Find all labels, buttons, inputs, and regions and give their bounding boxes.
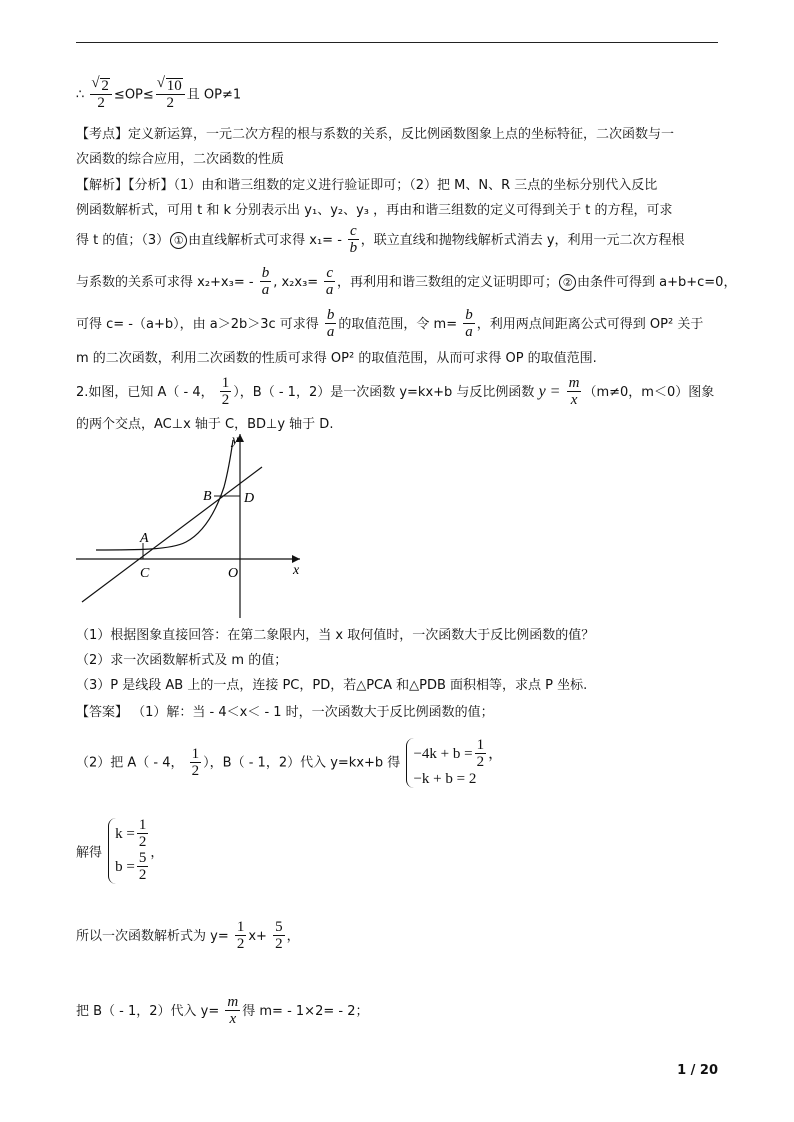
hyperbola-curve (96, 440, 233, 550)
op-inequality: ≤OP≤ (113, 87, 154, 103)
label-c: C (140, 566, 150, 581)
circle-two: ② (559, 274, 576, 291)
solution-system: k = $\frac{1}{2}$ b = $\frac{5}{2}$ (108, 818, 150, 884)
sub-question-2: （2）求一次函数解析式及 m 的值； (76, 653, 288, 668)
answer-line1: 【答案】 （1）解：当 - 4＜x＜ - 1 时，一次函数大于反比例函数的值； (76, 705, 494, 720)
fraction-k: $\frac{1}{2}$ (236, 919, 245, 952)
sub-question-1: （1）根据图象直接回答：在第二象限内，当 x 取何值时，一次函数大于反比例函数的值？ (76, 628, 595, 643)
solution-block: 解得 k = $\frac{1}{2}$ b = $\frac{5}{2}$ ， (76, 817, 164, 883)
fraction-b-over-a-3: $\frac{b}{a}$ (465, 307, 473, 340)
line-kx-b (82, 467, 262, 602)
circle-one: ① (170, 232, 187, 249)
label-y: y (232, 433, 239, 448)
equation-system: −4k + b = $\frac{1}{2}$ ， −k + b = 2 (406, 738, 503, 788)
m-value-line: 把 B（ - 1，2）代入 y= $\frac{m}{x}$ 得 m= - 1×2= - 2； (76, 994, 369, 1027)
label-d: D (244, 491, 255, 506)
fraction-b-over-a-2: $\frac{b}{a}$ (326, 307, 335, 340)
fraction-sqrt10: √ $\frac{10}{2}$ (156, 78, 185, 112)
fraction-b-over-a: $\frac{b}{a}$ (261, 265, 270, 298)
label-o: O (228, 566, 239, 581)
fraction-b: $\frac{5}{2}$ (275, 919, 283, 952)
op-range-line (76, 78, 241, 112)
question2-line1: 2.如图，已知 A（ - 4， $\frac{1}{2}$ ），B（ - 1，2）是一次函数 y=kx+b 与反比例函数 y = $\frac{m}{x}$ （m≠0，m＜0）图象 (76, 375, 715, 408)
jiexi-line2: 例函数解析式，可用 t 和 k 分别表示出 y₁、y₂、y₃ ，再由和谐三组数的定义可得到关于 t 的方程，可求 (76, 203, 673, 218)
fraction-sqrt2: √ $\frac{2}{2}$ (90, 78, 112, 112)
label-x: x (293, 563, 300, 578)
jiexi-line6: m 的二次函数，利用二次函数的性质可求得 OP² 的取值范围，从而可求得 OP 的取值范围. (76, 351, 597, 366)
function-graph (76, 432, 306, 622)
label-a: A (140, 531, 149, 546)
fraction-one-half: $\frac{1}{2}$ (221, 375, 230, 408)
jiexi-line4: 与系数的关系可求得 x₂+x₃= - $\frac{b}{a}$ , x₂x₃= $\frac{c}{a}$ ，再利用和谐三数组的定义证明即可； ② 由条件可得到 a+b+c=0， (76, 265, 737, 298)
kaodian-line2: 次函数的综合应用，二次函数的性质 (76, 152, 285, 167)
therefore-symbol: ∴ (76, 87, 85, 103)
fraction-c-over-b: $\frac{c}{b}$ (349, 223, 358, 256)
jiexi-line5: 可得 c= -（a+b），由 a＞2b＞3c 可求得 $\frac{b}{a}$ 的取值范围，令 m= $\frac{b}{a}$ ，利用两点间距离公式可得到 OP² 关于 (76, 307, 704, 340)
sub-question-3: （3）P 是线段 AB 上的一点，连接 PC，PD，若△PCA 和△PDB 面积相等，求点 P 坐标. (76, 678, 588, 693)
question2-line2: 的两个交点，AC⊥x 轴于 C，BD⊥y 轴于 D. (76, 417, 334, 432)
header-rule (76, 42, 718, 43)
x-axis-arrow (292, 555, 300, 563)
kaodian-line1: 【考点】定义新运算，一元二次方程的根与系数的关系，反比例函数图象上点的坐标特征，二次函数与一 (76, 127, 675, 142)
jiexi-line1: 【解析】【分析】（1）由和谐三组数的定义进行验证即可；（2）把 M、N、R 三点的坐标分别代入反比 (76, 178, 658, 193)
result-line: 所以一次函数解析式为 y= $\frac{1}{2}$ x+ $\frac{5}{2}$ ， (76, 919, 300, 952)
fraction-m-over-x-2: $\frac{m}{x}$ (227, 994, 239, 1027)
fraction-one-half-2: $\frac{1}{2}$ (191, 745, 200, 779)
jiexi-line3: 得 t 的值；（3） ① 由直线解析式可求得 x₁= - $\frac{c}{b}$ ，联立直线和抛物线解析式消去 y，利用一元二次方程根 (76, 223, 685, 256)
op-condition: 且 OP≠1 (186, 87, 242, 103)
page-number: 1 / 20 (677, 1063, 718, 1078)
label-b: B (203, 489, 212, 504)
fraction-m-over-x: $\frac{m}{x}$ (568, 375, 580, 408)
answer-line2: （2）把 A（ - 4， $\frac{1}{2}$ ），B（ - 1，2）代入 y=kx+b 得 −4k + b = $\frac{1}{2}$ ， −k + b = 2 (76, 737, 504, 787)
function-y: y = (538, 383, 561, 400)
fraction-c-over-a: $\frac{c}{a}$ (325, 265, 334, 298)
